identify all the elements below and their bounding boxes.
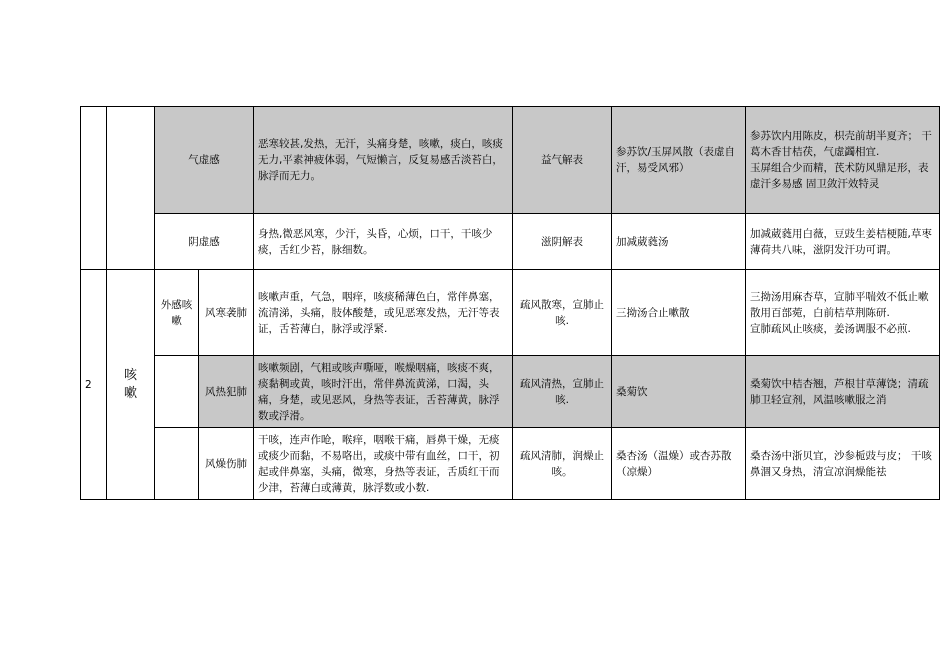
notes-cell: 参苏饮内用陈皮，枳壳前胡半夏齐； 干葛木香甘桔茯，气虚蠲相宜. 玉屏组合少而精，芪术防风鼎足形，表虚汗多易感 固卫敛汗效特灵 [746,107,940,214]
symptoms-cell: 干咳，连声作呛，喉痒，咽喉干痛，唇鼻干燥，无痰或痰少而黏，不易咯出，或痰中带有血丝，口干，初起或伴鼻塞，头痛，微寒，身热等表证，舌质红干而少津，苔薄白或薄黄，脉浮数或小数. [254,428,513,500]
formula-cell: 加减葳蕤汤 [612,214,746,270]
index-cell-empty [81,107,107,270]
formula-cell: 桑菊饮 [612,356,746,428]
formula-cell: 三拗汤合止嗽散 [612,270,746,356]
notes-cell: 加减葳蕤用白薇，豆豉生姜桔梗随,草枣薄荷共八味，滋阴发汗功可谓。 [746,214,940,270]
table-row [81,270,940,356]
treatment-method: 疏风清肺，润燥止咳。 [513,428,612,500]
disease-name [107,270,155,500]
treatment-method: 滋阴解表 [513,214,612,270]
category-label: 外感咳嗽 [155,270,199,356]
syndrome-type: 阴虚感 [155,214,254,270]
disease-cell-empty [107,107,155,270]
category-spacer [155,356,199,428]
syndrome-type: 风热犯肺 [199,356,254,428]
treatment-method: 疏风清热，宣肺止咳. [513,356,612,428]
category-spacer [155,428,199,500]
symptoms-cell: 咳嗽声重，气急，咽痒，咳痰稀薄色白，常伴鼻塞，流清涕，头痛，肢体酸楚，或见恶寒发热，无汗等表证，舌苔薄白，脉浮或浮紧. [254,270,513,356]
section-number: 2 [81,270,107,500]
disease-char: 嗽 [123,385,137,401]
table-row [81,107,940,214]
syndrome-type: 气虚感 [155,107,254,214]
table-row [81,428,940,500]
symptoms-cell: 身热,微恶风寒，少汗，头昏，心烦，口干，干咳少痰，舌红少苔，脉细数。 [254,214,513,270]
notes-cell: 三拗汤用麻杏草，宣肺平喘效不低止嗽散用百部菀，白前桔草荆陈研. 宣肺疏风止咳痰，姜汤调服不必煎. [746,270,940,356]
treatment-method: 益气解表 [513,107,612,214]
disease-char: 咳 [123,367,137,383]
formula-cell: 参苏饮/玉屏风散（表虚自汗，易受风邪） [612,107,746,214]
syndrome-table [80,106,940,500]
syndrome-type: 风燥伤肺 [199,428,254,500]
treatment-method: 疏风散寒，宣肺止咳. [513,270,612,356]
symptoms-cell: 咳嗽频剧，气粗或咳声嘶哑，喉燥咽痛，咳痰不爽，痰黏稠或黄，咳时汗出，常伴鼻流黄涕，口渴，头痛，身楚，或见恶风，身热等表证，舌苔薄黄，脉浮数或浮滑。 [254,356,513,428]
notes-cell: 桑杏汤中浙贝宜，沙参栀豉与皮； 干咳鼻涸又身热，清宣凉润燥能祛 [746,428,940,500]
table-row [81,356,940,428]
formula-cell: 桑杏汤（温燥）或杏苏散（凉燥） [612,428,746,500]
notes-cell: 桑菊饮中桔杏翘，芦根甘草薄饶；清疏肺卫轻宣剂，风温咳嗽服之消 [746,356,940,428]
syndrome-type: 风寒袭肺 [199,270,254,356]
table-row [81,214,940,270]
symptoms-cell: 恶寒较甚,发热，无汗，头痛身楚，咳嗽，痰白，咳痰无力,平素神疲体弱，气短懒言，反复易感舌淡苔白，脉浮而无力。 [254,107,513,214]
